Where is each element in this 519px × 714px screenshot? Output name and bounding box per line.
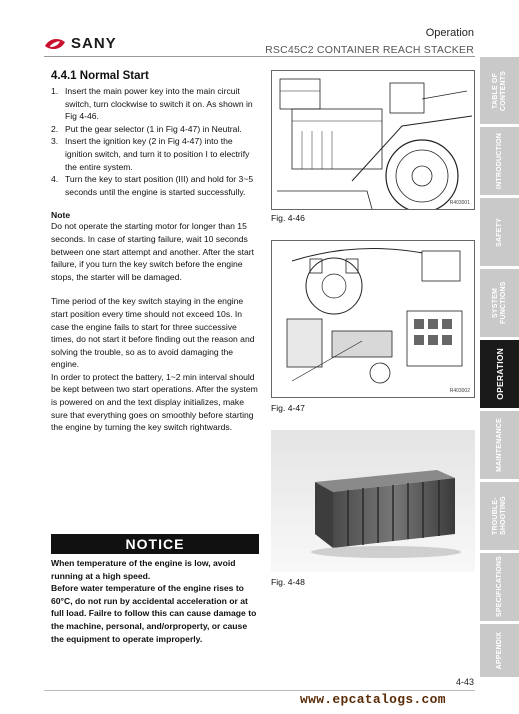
figure-caption: Fig. 4-47 xyxy=(271,403,305,413)
header-divider xyxy=(44,56,475,57)
notice-paragraph: When temperature of the engine is low, avoid running at a high speed. xyxy=(51,558,236,581)
figure-code: R403002 xyxy=(449,388,470,394)
tab-table-of-contents[interactable]: TABLE OF CONTENTS xyxy=(480,57,519,124)
page-number: 4-43 xyxy=(455,677,474,687)
notice-banner: NOTICE xyxy=(51,534,259,554)
battery-illustration xyxy=(271,430,475,572)
step-item: 1. Insert the main power key into the main circuit switch, turn clockwise to switch it on. As shown in Fig 4-46. xyxy=(51,86,253,122)
chapter-tabs xyxy=(480,57,519,677)
paragraph-time-period: Time period of the key switch staying in the engine start position every time should not exceed 10s. In case the engine fails to start for three successive times, do not start it before finding out the reason and solving the trouble, so as to avoid damaging the engine. xyxy=(51,296,255,370)
notice-text xyxy=(51,557,261,645)
note-heading: Note xyxy=(51,210,71,221)
figure-caption: Fig. 4-46 xyxy=(271,213,305,223)
note-text: Do not operate the starting motor for longer than 15 seconds. In case of starting failure, wait 10 seconds between one start attempt and another. After the start failure, if you turn the key switch before the engine stops, the starter will be damaged. xyxy=(51,221,255,282)
step-item: 3. Insert the ignition key (2 in Fig 4-47) into the ignition switch, and turn it to position I to electrify the entire system. xyxy=(51,136,250,172)
figure-4-47 xyxy=(271,240,475,398)
step-item: 2. Put the gear selector (1 in Fig 4-47) in Neutral. xyxy=(51,123,242,134)
tab-maintenance[interactable]: MAINTENANCE xyxy=(480,411,519,479)
notice-paragraph: Before water temperature of the engine rises to 60°C, do not run by accidental acceleration or at full load. Failre to follow this can cause damage to the machine, personal, and/orproperty, or cause the equipment to operate improperly. xyxy=(51,583,257,644)
tab-trouble-shooting[interactable]: TROUBLE-SHOOTING xyxy=(480,482,519,550)
reach-stacker-rear-illustration xyxy=(272,71,474,209)
steps-list xyxy=(51,85,259,198)
tab-system-functions[interactable]: SYSTEM FUNCTIONS xyxy=(480,269,519,337)
main-text-column xyxy=(51,70,259,434)
tab-specifications[interactable]: SPECIFICATIONS xyxy=(480,553,519,621)
paragraph-battery: In order to protect the battery, 1~2 min interval should be kept between two start operations. After the system is powered on and the text display initializes, make sure that everything goes on smoothly before starting the engine by turning the key switch rightwards. xyxy=(51,371,258,433)
figure-caption: Fig. 4-48 xyxy=(271,577,305,587)
header-section: Operation xyxy=(425,27,474,39)
tab-safety[interactable]: SAFETY xyxy=(480,198,519,266)
step-item: 4. Turn the key to start position (III) and hold for 3~5 seconds until the engine is started successfully. xyxy=(51,174,254,197)
figure-4-48 xyxy=(271,430,475,572)
sany-logo-icon xyxy=(44,36,66,52)
figure-code: R403001 xyxy=(449,200,470,206)
section-title: 4.4.1 Normal Start xyxy=(51,70,149,82)
control-panel-illustration xyxy=(272,241,474,397)
footer-divider xyxy=(44,690,475,691)
tab-operation[interactable]: OPERATION xyxy=(480,340,519,408)
tab-introduction[interactable]: INTRODUCTION xyxy=(480,127,519,195)
figure-4-46 xyxy=(271,70,475,210)
tab-appendix[interactable]: APPENDIX xyxy=(480,624,519,677)
watermark: www.epcatalogs.com xyxy=(300,692,446,707)
brand-logo xyxy=(44,35,117,52)
brand-name: SANY xyxy=(71,35,117,52)
header-model: RSC45C2 CONTAINER REACH STACKER xyxy=(265,44,474,56)
